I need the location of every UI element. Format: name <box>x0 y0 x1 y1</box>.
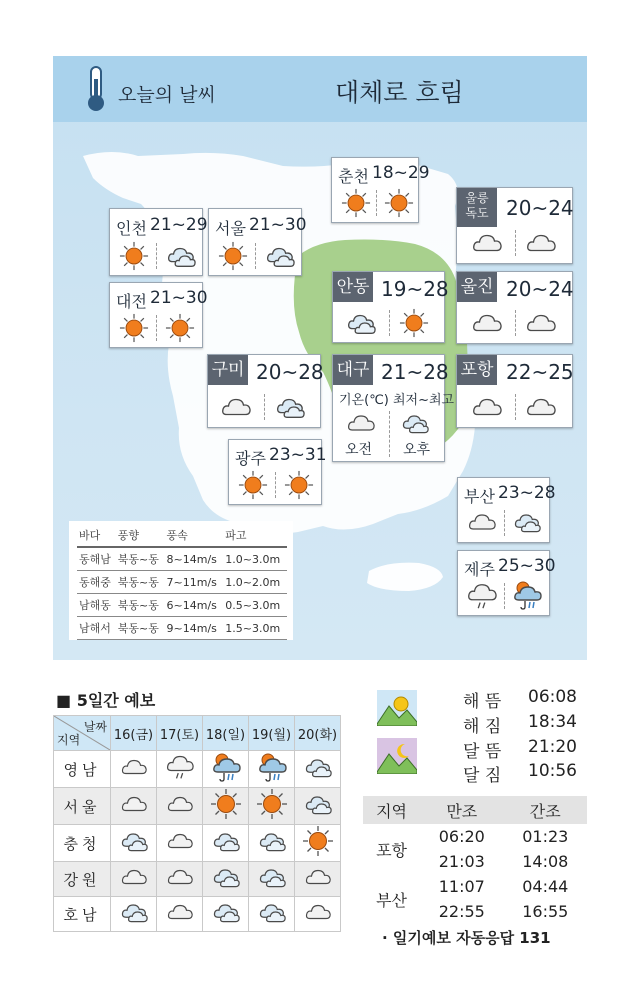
cloud-rain-icon <box>466 581 498 615</box>
cloud-icon <box>157 862 203 897</box>
sea-cell: 1.5~3.0m <box>223 617 287 640</box>
sea-cell: 북동~동 <box>116 547 165 571</box>
sea-col-header: 바다 <box>77 526 116 547</box>
divider <box>504 510 505 536</box>
partly-cloudy-icon <box>203 897 249 932</box>
sea-row <box>77 617 287 640</box>
sea-cell: 동해중 <box>77 571 116 594</box>
sun-icon <box>341 188 371 222</box>
forecast-row <box>54 825 341 862</box>
cloud-icon <box>471 308 503 342</box>
sea-cell: 북동~동 <box>116 594 165 617</box>
tide-low: 01:23 <box>522 827 569 846</box>
city-name: 제주 <box>464 560 495 579</box>
region-name: 강원 <box>54 862 111 897</box>
city-card-ulleung <box>456 187 573 264</box>
moonrise-time: 21:20 <box>528 737 577 757</box>
sunset-label: 해 짐 <box>463 717 502 737</box>
legend-text: 기온(℃) 최저~최고 <box>339 393 455 408</box>
sea-conditions-box <box>69 521 293 640</box>
corner-top-label: 날짜 <box>83 720 107 734</box>
partly-cloudy-icon <box>249 862 295 897</box>
sea-row <box>77 594 287 617</box>
city-temp: 21~30 <box>249 215 307 235</box>
partly-cloudy-icon <box>511 508 543 540</box>
sea-col-header: 풍속 <box>165 526 224 547</box>
partly-cloudy-icon <box>345 308 377 342</box>
sunrise-time: 06:08 <box>528 687 577 707</box>
divider <box>515 310 516 336</box>
sea-cell: 1.0~3.0m <box>223 547 287 571</box>
city-temp: 21~29 <box>150 215 208 235</box>
city-name: 부산 <box>464 487 495 506</box>
region-name: 충청 <box>54 825 111 862</box>
city-name-tag: 울릉 독도 <box>457 188 497 227</box>
city-card-pohang <box>456 354 573 428</box>
forecast-row <box>54 862 341 897</box>
partly-cloudy-icon <box>111 897 157 932</box>
sea-cell: 8~14m/s <box>165 547 224 571</box>
tide-high: 22:55 <box>438 902 485 921</box>
weather-summary: 대체로 흐림 <box>335 78 464 107</box>
partly-cloudy-icon <box>165 241 197 275</box>
sun-icon <box>238 470 268 504</box>
city-name-tag: 대구 <box>333 355 373 385</box>
city-temp: 25~30 <box>498 556 556 576</box>
am-label: 오전 <box>345 442 373 458</box>
cloud-icon <box>157 825 203 862</box>
divider <box>389 411 390 457</box>
forecast-title-text: 5일간 예보 <box>76 691 156 710</box>
tide-region: 포항 <box>376 840 407 860</box>
tide-high: 21:03 <box>438 852 485 871</box>
forecast-row <box>54 751 341 788</box>
divider <box>504 583 505 609</box>
partly-cloudy-icon <box>249 897 295 932</box>
partly-cloudy-icon <box>264 241 296 275</box>
city-card-andong <box>332 271 449 343</box>
cloud-icon <box>157 788 203 825</box>
partly-cloudy-icon <box>274 392 306 426</box>
region-name: 서울 <box>54 788 111 825</box>
tide-col-header: 지역 <box>363 796 420 824</box>
cloud-icon <box>295 862 341 897</box>
sea-col-header: 파고 <box>223 526 287 547</box>
city-name: 광주 <box>235 449 266 468</box>
sea-cell: 남해동 <box>77 594 116 617</box>
region-name: 호남 <box>54 897 111 932</box>
sea-table <box>77 526 287 640</box>
header-title: 오늘의 날씨 <box>118 84 216 106</box>
city-name: 서울 <box>215 219 246 238</box>
divider <box>389 310 390 336</box>
sun-icon <box>399 308 429 342</box>
city-card-busan <box>457 477 556 543</box>
sun-icon <box>218 241 248 275</box>
tide-high: 06:20 <box>438 827 485 846</box>
tide-low: 04:44 <box>522 877 569 896</box>
cloud-icon <box>466 508 498 540</box>
tide-region: 부산 <box>376 890 407 910</box>
divider <box>156 243 157 269</box>
city-card-jeju <box>457 550 556 616</box>
forecast-header-row <box>54 716 341 751</box>
sunrise-label: 해 뜸 <box>463 692 502 712</box>
sea-cell: 북동~동 <box>116 617 165 640</box>
rain-icon <box>203 751 249 788</box>
city-temp: 21~28 <box>381 360 449 384</box>
partly-cloudy-icon <box>295 751 341 788</box>
tide-low: 16:55 <box>522 902 569 921</box>
city-temp: 20~28 <box>256 360 324 384</box>
cloud-icon <box>111 788 157 825</box>
tide-row <box>363 824 587 849</box>
sea-cell: 6~14m/s <box>165 594 224 617</box>
city-card-gumi <box>207 354 324 428</box>
sun-icon <box>119 241 149 275</box>
partly-cloudy-icon <box>203 862 249 897</box>
city-name-tag: 안동 <box>333 272 373 302</box>
cloud-icon <box>111 862 157 897</box>
tide-table <box>363 796 587 924</box>
city-name-tag: 포항 <box>457 355 497 385</box>
cloud-icon <box>345 409 377 441</box>
rain-icon <box>511 579 543 615</box>
sun-icon <box>384 188 414 222</box>
forecast-row <box>54 788 341 825</box>
cloud-icon <box>525 392 557 426</box>
sunrise-sunset-icon <box>377 690 417 726</box>
forecast-corner <box>54 716 111 751</box>
sun-icon <box>284 470 314 504</box>
city-card-daegu <box>332 354 455 462</box>
divider <box>376 190 377 216</box>
forecast-table <box>53 715 341 932</box>
sea-row <box>77 571 287 594</box>
day-header: 19(월) <box>249 716 295 751</box>
city-card-chuncheon <box>331 157 430 223</box>
city-temp: 20~24 <box>506 196 574 220</box>
moonset-label: 달 짐 <box>463 766 502 786</box>
city-card-seoul <box>208 208 307 276</box>
cloud-icon <box>525 308 557 342</box>
city-card-incheon <box>109 208 208 276</box>
city-name: 춘천 <box>338 167 369 186</box>
city-temp: 20~24 <box>506 277 574 301</box>
city-card-daejeon <box>109 282 208 348</box>
day-header: 18(일) <box>203 716 249 751</box>
sea-cell: 1.0~2.0m <box>223 571 287 594</box>
sun-icon <box>249 788 295 825</box>
city-card-gwangju <box>228 439 327 505</box>
rain-icon <box>249 751 295 788</box>
cloud-icon <box>157 897 203 932</box>
partly-cloudy-icon <box>295 788 341 825</box>
sun-icon <box>203 788 249 825</box>
day-header: 20(화) <box>295 716 341 751</box>
cloud-icon <box>525 228 557 262</box>
cloud-icon <box>220 392 252 426</box>
city-name-tag: 구미 <box>208 355 248 385</box>
tide-header-row <box>363 796 587 824</box>
cloud-rain-icon <box>157 751 203 788</box>
footer-hotline: · 일기예보 자동응답 131 <box>382 929 551 947</box>
cloud-icon <box>111 751 157 788</box>
city-temp: 19~28 <box>381 277 449 301</box>
cloud-icon <box>295 897 341 932</box>
divider <box>275 472 276 498</box>
pm-label: 오후 <box>403 442 431 458</box>
sea-cell: 북동~동 <box>116 571 165 594</box>
partly-cloudy-icon <box>203 825 249 862</box>
city-name-tag: 울진 <box>457 272 497 302</box>
partly-cloudy-icon <box>399 409 431 441</box>
city-temp: 18~29 <box>372 163 430 183</box>
forecast-title: ■ 5일간 예보 <box>56 691 156 710</box>
divider <box>264 394 265 420</box>
day-header: 17(토) <box>157 716 203 751</box>
partly-cloudy-icon <box>111 825 157 862</box>
forecast-row <box>54 897 341 932</box>
sea-cell: 7~11m/s <box>165 571 224 594</box>
city-name: 대전 <box>116 292 147 311</box>
sea-cell: 0.5~3.0m <box>223 594 287 617</box>
sea-col-header: 풍향 <box>116 526 165 547</box>
city-name: 인천 <box>116 219 147 238</box>
region-name: 영남 <box>54 751 111 788</box>
tide-high: 11:07 <box>438 877 485 896</box>
city-temp: 22~25 <box>506 360 574 384</box>
partly-cloudy-icon <box>249 825 295 862</box>
moonrise-label: 달 뜸 <box>463 742 502 762</box>
corner-bottom-label: 지역 <box>57 733 81 747</box>
divider <box>515 230 516 256</box>
sea-header-row <box>77 526 287 547</box>
tide-col-header: 간조 <box>504 796 587 824</box>
city-temp: 23~28 <box>498 483 556 503</box>
tide-col-header: 만조 <box>420 796 503 824</box>
sun-icon <box>119 313 149 347</box>
moonset-time: 10:56 <box>528 761 577 781</box>
city-temp: 21~30 <box>150 288 208 308</box>
cloud-icon <box>471 392 503 426</box>
day-header: 16(금) <box>111 716 157 751</box>
tide-low: 14:08 <box>522 852 569 871</box>
cloud-icon <box>471 228 503 262</box>
sun-icon <box>165 313 195 347</box>
sea-cell: 남해서 <box>77 617 116 640</box>
divider <box>156 315 157 341</box>
sea-row <box>77 547 287 571</box>
sea-cell: 동해남 <box>77 547 116 571</box>
city-temp: 23~31 <box>269 445 327 465</box>
sunset-time: 18:34 <box>528 712 577 732</box>
sea-cell: 9~14m/s <box>165 617 224 640</box>
divider <box>515 394 516 420</box>
moonrise-moonset-icon <box>377 738 417 774</box>
city-card-uljin <box>456 271 573 344</box>
divider <box>255 243 256 269</box>
sun-icon <box>295 825 341 862</box>
tide-row <box>363 874 587 899</box>
